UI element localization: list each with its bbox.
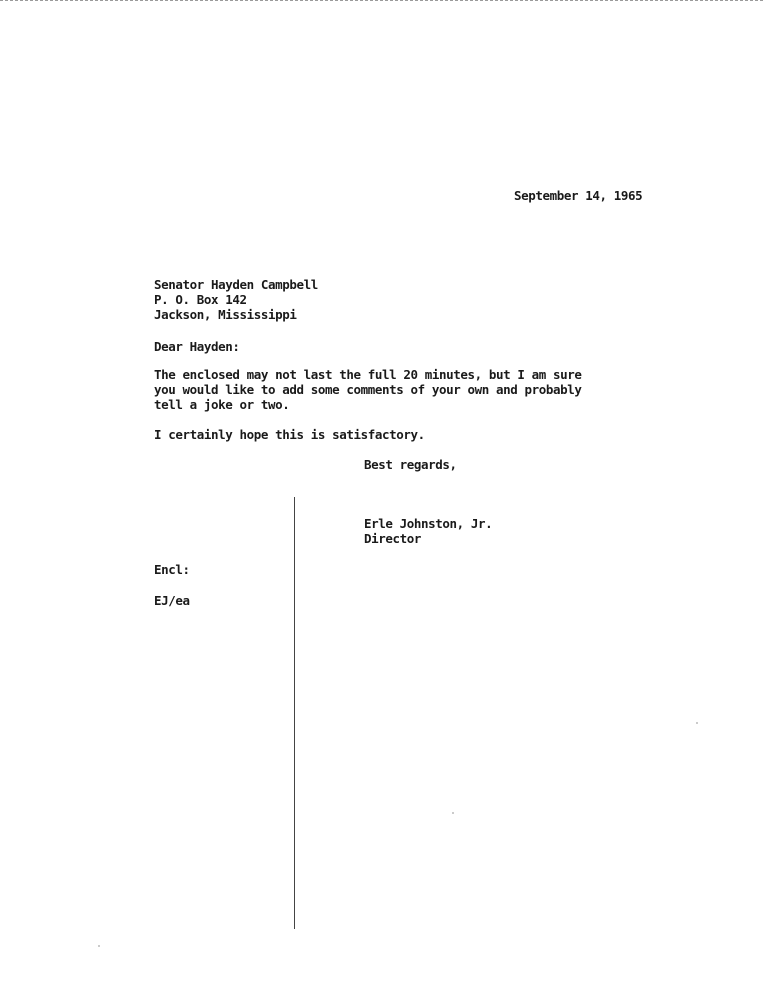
signature-name: Erle Johnston, Jr.: [364, 516, 493, 531]
recipient-name: Senator Hayden Campbell: [154, 277, 318, 292]
reference-initials: EJ/ea: [154, 593, 190, 608]
salutation: Dear Hayden:: [154, 339, 240, 354]
body-paragraph-1-line-1: The enclosed may not last the full 20 minutes, but I am sure: [154, 367, 582, 382]
fold-line: [294, 497, 295, 929]
page-top-edge: [0, 0, 763, 1]
recipient-city: Jackson, Mississippi: [154, 307, 297, 322]
body-paragraph-1-line-3: tell a joke or two.: [154, 397, 290, 412]
body-paragraph-2: I certainly hope this is satisfactory.: [154, 427, 425, 442]
paper-speck: [696, 722, 698, 724]
closing: Best regards,: [364, 457, 457, 472]
body-paragraph-1-line-2: you would like to add some comments of your own and probably: [154, 382, 582, 397]
signature-title: Director: [364, 531, 422, 546]
paper-speck: [452, 812, 454, 814]
recipient-po-box: P. O. Box 142: [154, 292, 247, 307]
enclosure-note: Encl:: [154, 562, 190, 577]
letter-date: September 14, 1965: [514, 188, 643, 203]
paper-speck: [98, 945, 100, 947]
